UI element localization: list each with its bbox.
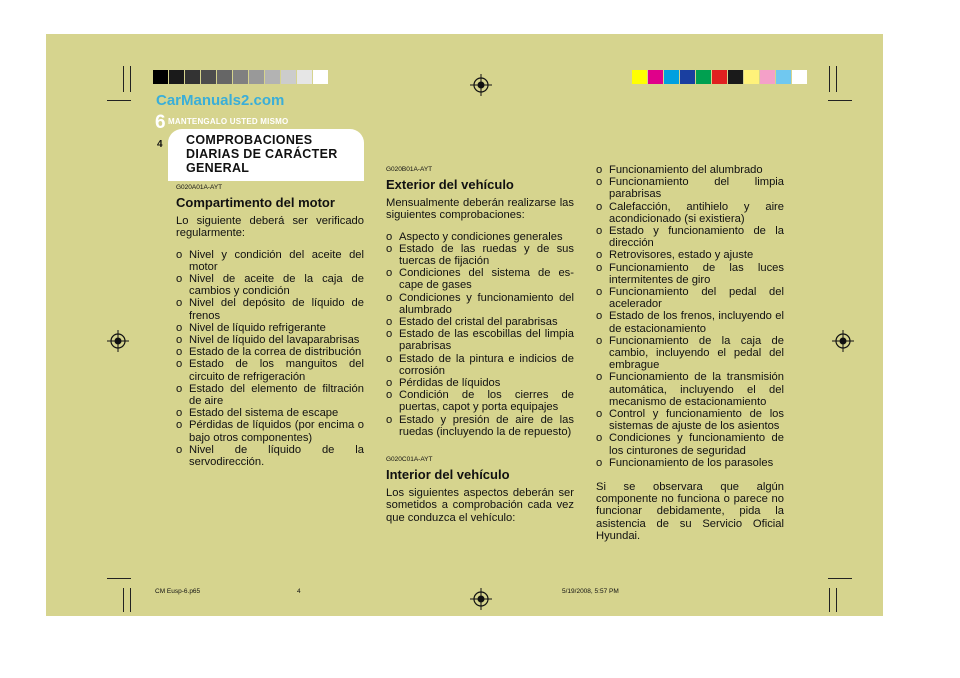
watermark[interactable]: CarManuals2.com (156, 92, 285, 109)
list-item: o Estado y presión de aire de las ruedas (incluyendo la de repuesto) (386, 414, 574, 438)
list-item: o Estado de los frenos, incluyendo el de estacionamiento (596, 310, 784, 334)
list-item: o Estado del sistema de escape (176, 407, 364, 419)
crop-mark (130, 588, 131, 612)
list-item: o Condiciones y funcionamiento de los cinturones de seguridad (596, 432, 784, 456)
list-item: o Aspecto y condiciones generales (386, 231, 574, 243)
chapter-title: MANTENGALO USTED MISMO (168, 117, 289, 126)
crop-mark (107, 100, 131, 101)
page-number: 4 (157, 139, 163, 150)
list-item: o Funcionamiento de la caja de cambio, incluyendo el pedal del embrague (596, 335, 784, 372)
list-item: o Estado de las escobillas del limpia parabrisas (386, 328, 574, 352)
list-item: o Estado de las ruedas y de sus tuercas de fijación (386, 243, 574, 267)
crop-mark (836, 66, 837, 92)
section-code: G020A01A-AYT (176, 184, 223, 191)
list-item: o Pérdidas de líquidos (por encima o bajo otros componentes) (176, 419, 364, 443)
list-item: o Condiciones y funcionamiento del alumbrado (386, 292, 574, 316)
list-item: o Estado de la pintura e indicios de corrosión (386, 353, 574, 377)
list-item: o Nivel de líquido de la servodirección. (176, 444, 364, 468)
section-code: G020C01A-AYT (386, 456, 433, 464)
list-item: o Funcionamiento del pedal del acelerador (596, 286, 784, 310)
section-code: G020B01A-AYT (386, 166, 433, 173)
list-item: o Estado de los manguitos del circuito de refrigeración (176, 358, 364, 382)
list-item: o Estado del cristal del parabrisas (386, 316, 574, 328)
section-heading: Compartimento del motor (176, 195, 335, 211)
registration-mark-icon (470, 74, 492, 96)
list-item: o Estado de la correa de distribución (176, 346, 364, 358)
list-item: o Condición de los cierres de puertas, capot y porta equipajes (386, 389, 574, 413)
section-heading: Exterior del vehículo (386, 177, 514, 193)
column-exterior-interior (386, 164, 574, 533)
paragraph: Los siguientes aspectos deberán ser sometidos a comprobación cada vez que conduzca el vehículo: (386, 487, 574, 524)
grayscale-calibration-strip (153, 70, 329, 84)
list-item: o Condiciones del sistema de es- cape de gases (386, 267, 574, 291)
list-item: o Funcionamiento del limpia parabrisas (596, 176, 784, 200)
column-engine (176, 182, 364, 468)
list-item: o Estado del elemento de filtración de aire (176, 383, 364, 407)
list-item: o Retrovisores, estado y ajuste (596, 249, 784, 261)
column-interior-list (596, 164, 784, 551)
section-heading: Interior del vehículo (386, 467, 510, 483)
list-item: o Estado y funcionamiento de la dirección (596, 225, 784, 249)
closing-paragraph: Si se observara que algún componente no funciona o parece no funcionar debidamente, pida la asistencia de su Servicio Oficial Hyundai. (596, 481, 784, 542)
list-item: o Calefacción, antihielo y aire acondicionado (si existiera) (596, 201, 784, 225)
checklist (596, 164, 784, 469)
list-item: o Funcionamiento de los parasoles (596, 457, 784, 469)
list-item: o Funcionamiento de las luces intermitentes de giro (596, 262, 784, 286)
footer-page: 4 (297, 588, 301, 595)
crop-mark (828, 100, 852, 101)
footer-date: 5/19/2008, 5:57 PM (562, 588, 619, 595)
section-title-tab (168, 129, 364, 181)
list-item: o Nivel y condición del aceite del motor (176, 249, 364, 273)
list-item: o Pérdidas de líquidos (386, 377, 574, 389)
list-item: o Control y funcionamiento de los sistemas de ajuste de los asientos (596, 408, 784, 432)
list-item: o Nivel del depósito de líquido de frenos (176, 297, 364, 321)
list-item: o Funcionamiento de la transmisión automática, incluyendo el del mecanismo de estacionamiento (596, 371, 784, 408)
footer-file: CM Eusp-6.p65 (155, 588, 201, 595)
registration-mark-icon (832, 330, 854, 352)
color-calibration-strip (632, 70, 808, 84)
registration-mark-icon (107, 330, 129, 352)
crop-mark (836, 588, 837, 612)
crop-mark (829, 66, 830, 92)
crop-mark (107, 578, 131, 579)
crop-mark (123, 588, 124, 612)
checklist (176, 249, 364, 469)
paragraph: Mensualmente deberán realizarse las siguientes comprobaciones: (386, 197, 574, 222)
crop-mark (130, 66, 131, 92)
list-item: o Nivel de líquido refrigerante (176, 322, 364, 334)
chapter-number: 6 (155, 112, 166, 133)
list-item: o Nivel de líquido del lavaparabrisas (176, 334, 364, 346)
paragraph: Lo siguiente deberá ser verificado regularmente: (176, 215, 364, 240)
crop-mark (123, 66, 124, 92)
list-item: o Nivel de aceite de la caja de cambios y condición (176, 273, 364, 297)
crop-mark (829, 588, 830, 612)
checklist (386, 231, 574, 438)
list-item: o Funcionamiento del alumbrado (596, 164, 784, 176)
registration-mark-icon (470, 588, 492, 610)
section-title: COMPROBACIONES DIARIAS DE CARÁCTER GENERAL (186, 133, 338, 175)
crop-mark (828, 578, 852, 579)
